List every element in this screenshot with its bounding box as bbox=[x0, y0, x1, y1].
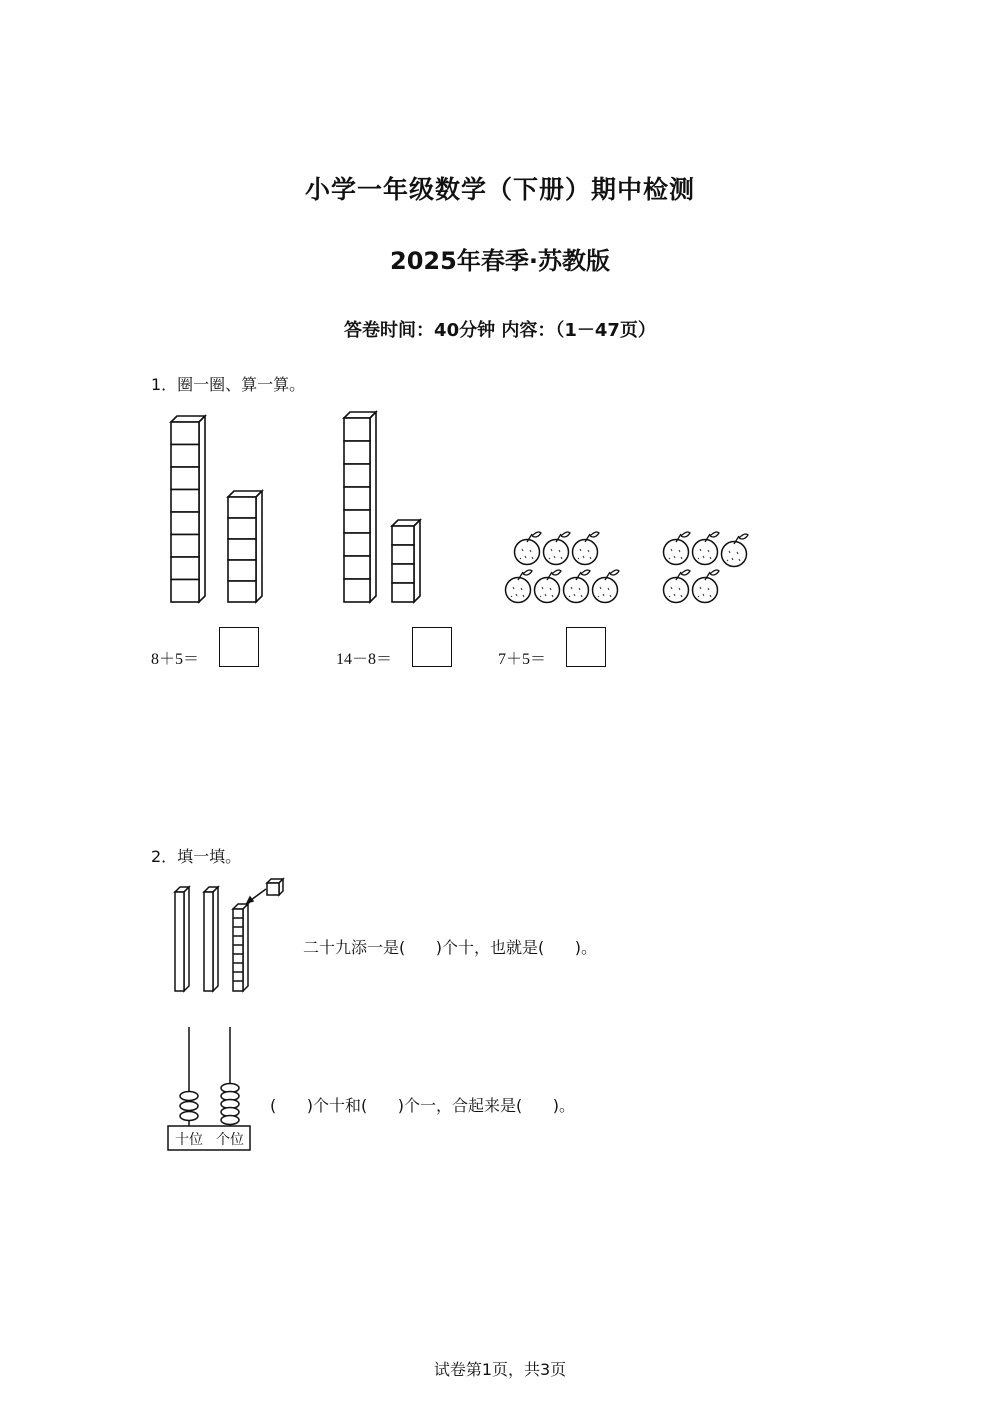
page-title: 小学一年级数学（下册）期中检测 bbox=[304, 175, 695, 204]
apple-icon bbox=[564, 570, 591, 603]
apple-icon bbox=[573, 532, 600, 565]
page-footer: 试卷第1页，共3页 bbox=[433, 1360, 567, 1379]
abacus-label-ones: 个位 bbox=[216, 1132, 244, 1148]
apple-icon bbox=[535, 570, 562, 603]
apple-icon bbox=[593, 570, 620, 603]
ones-beads bbox=[221, 1084, 239, 1125]
tall-cube-stack bbox=[171, 416, 205, 602]
apples-figure bbox=[505, 530, 765, 615]
nine-cube-stack bbox=[233, 904, 248, 991]
short-cube-stack bbox=[228, 491, 262, 602]
question-2-prompt: 2．填一填。 bbox=[151, 847, 242, 866]
ten-rod bbox=[175, 887, 189, 991]
question-1-prompt: 1．圈一圈、算一算。 bbox=[151, 375, 306, 394]
apple-icon bbox=[722, 534, 749, 567]
abacus-figure bbox=[160, 1025, 260, 1155]
apple-icon bbox=[664, 532, 691, 565]
exam-info: 答卷时间：40分钟 内容：（1－47页） bbox=[344, 320, 656, 341]
equation-1: 8＋5＝ bbox=[151, 651, 200, 668]
apple-icon bbox=[515, 532, 542, 565]
tens-beads bbox=[180, 1092, 198, 1121]
apple-icon bbox=[506, 570, 533, 603]
apple-icon bbox=[693, 570, 720, 603]
tall-cube-stack bbox=[344, 412, 376, 602]
fill-sentence-2: ( )个十和( )个一，合起来是( )。 bbox=[270, 1096, 576, 1115]
apple-icon bbox=[664, 570, 691, 603]
answer-box-2[interactable] bbox=[412, 627, 452, 667]
apple-icon bbox=[693, 532, 720, 565]
fill-sentence-1: 二十九添一是( )个十，也就是( )。 bbox=[303, 938, 598, 957]
tens-rods-figure bbox=[170, 878, 290, 998]
answer-box-1[interactable] bbox=[219, 627, 259, 667]
equation-3: 7＋5＝ bbox=[498, 651, 547, 668]
ten-rod bbox=[204, 887, 218, 991]
cube-tower-figure-1 bbox=[165, 410, 275, 610]
page-subtitle: 2025年春季·苏教版 bbox=[390, 247, 610, 275]
short-cube-stack bbox=[392, 520, 420, 602]
apple-icon bbox=[544, 532, 571, 565]
single-cube bbox=[267, 879, 283, 895]
cube-tower-figure-2 bbox=[338, 408, 438, 608]
abacus-label-tens: 十位 bbox=[175, 1132, 203, 1148]
answer-box-3[interactable] bbox=[566, 627, 606, 667]
equation-2: 14－8＝ bbox=[336, 651, 393, 668]
